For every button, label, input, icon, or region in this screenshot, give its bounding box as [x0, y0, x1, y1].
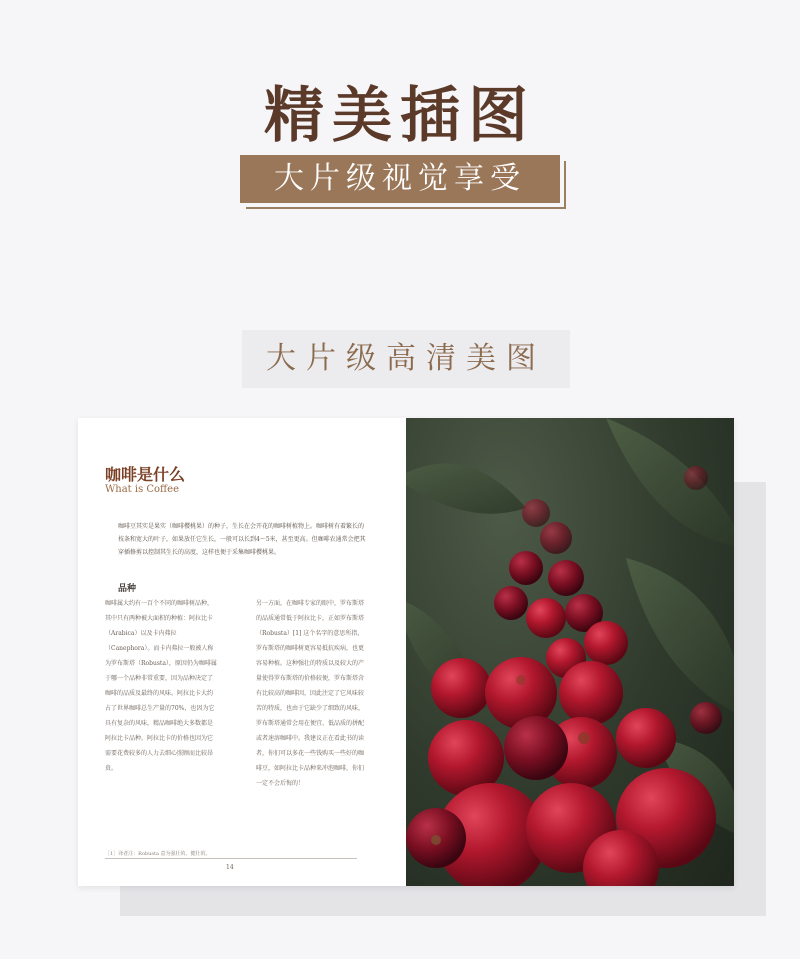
intro-paragraph: 咖啡豆其实是果实（咖啡樱桃果）的种子，生长在会开花的咖啡树植物上。咖啡树有着繁长的枝条和宽大的叶子，如果放任它生长，一般可以长到4～5米，甚至更高。但咖啡农通常会把其穿插修剪以控制其生长的高度，这样也便于采集咖啡樱桃果。: [118, 523, 366, 556]
footnote-divider: [105, 858, 357, 859]
article-subtitle: What is Coffee: [105, 484, 179, 495]
page-number: 14: [226, 864, 234, 871]
coffee-cherries-photo: [406, 418, 734, 886]
section-heading: 品种: [118, 584, 137, 594]
footnote: ［1］译者注：Robusta 意为强壮的、健壮的。: [105, 851, 211, 857]
coffee-cherries-illustration: [406, 418, 734, 886]
text-column-left: 咖啡属大约有一百个不同的咖啡树品种，其中只有两种被大面积的种植：阿拉比卡（Arabica）以及卡内弗拉（Canephora）。而卡内弗拉一般被人称为罗布斯塔（Robusta），原因仍为咖啡属于哪一个品种非常重要，因为品种决定了咖啡的品质及最终的风味。阿拉比卡大约占了世界咖啡总生产量的70%，也因为它具有复杂的风味，精品咖啡绝大多数都是阿拉比卡品种。阿拉比卡的价格也因为它需要花费较多的人力去细心照顾而比较昂贵。: [105, 600, 217, 772]
subtitle-text: 大片级视觉享受: [240, 155, 560, 203]
book-spread: [78, 418, 734, 886]
left-page: [78, 418, 406, 886]
text-column-right: 另一方面，在咖啡专家的眼中，罗布斯塔的品质通常低于阿拉比卡，正如罗布斯塔（Robusta）[1] 这个名字的意思所指，罗布斯塔的咖啡树更容易抵抗疾病，也更容易种植。这种强壮的特质以及较大的产量使得罗布斯塔的价格较便，罗布斯塔含有比较高的咖啡因，因此注定了它风味较苦的特质，也由于它缺少了细致的风味，罗布斯塔通常会用在便宜、低品质的拼配或者速溶咖啡中。我建议正在看此书的读者，你们可以多花一些钱购买一些好的咖啡豆，如阿拉比卡品种来冲泡咖啡，你们一定不会后悔的！: [256, 600, 365, 787]
article-title: 咖啡是什么: [105, 465, 186, 484]
section-banner: 大片级高清美图: [242, 330, 570, 388]
subtitle-badge: [240, 155, 566, 209]
page-title: 精美插图: [264, 81, 536, 151]
